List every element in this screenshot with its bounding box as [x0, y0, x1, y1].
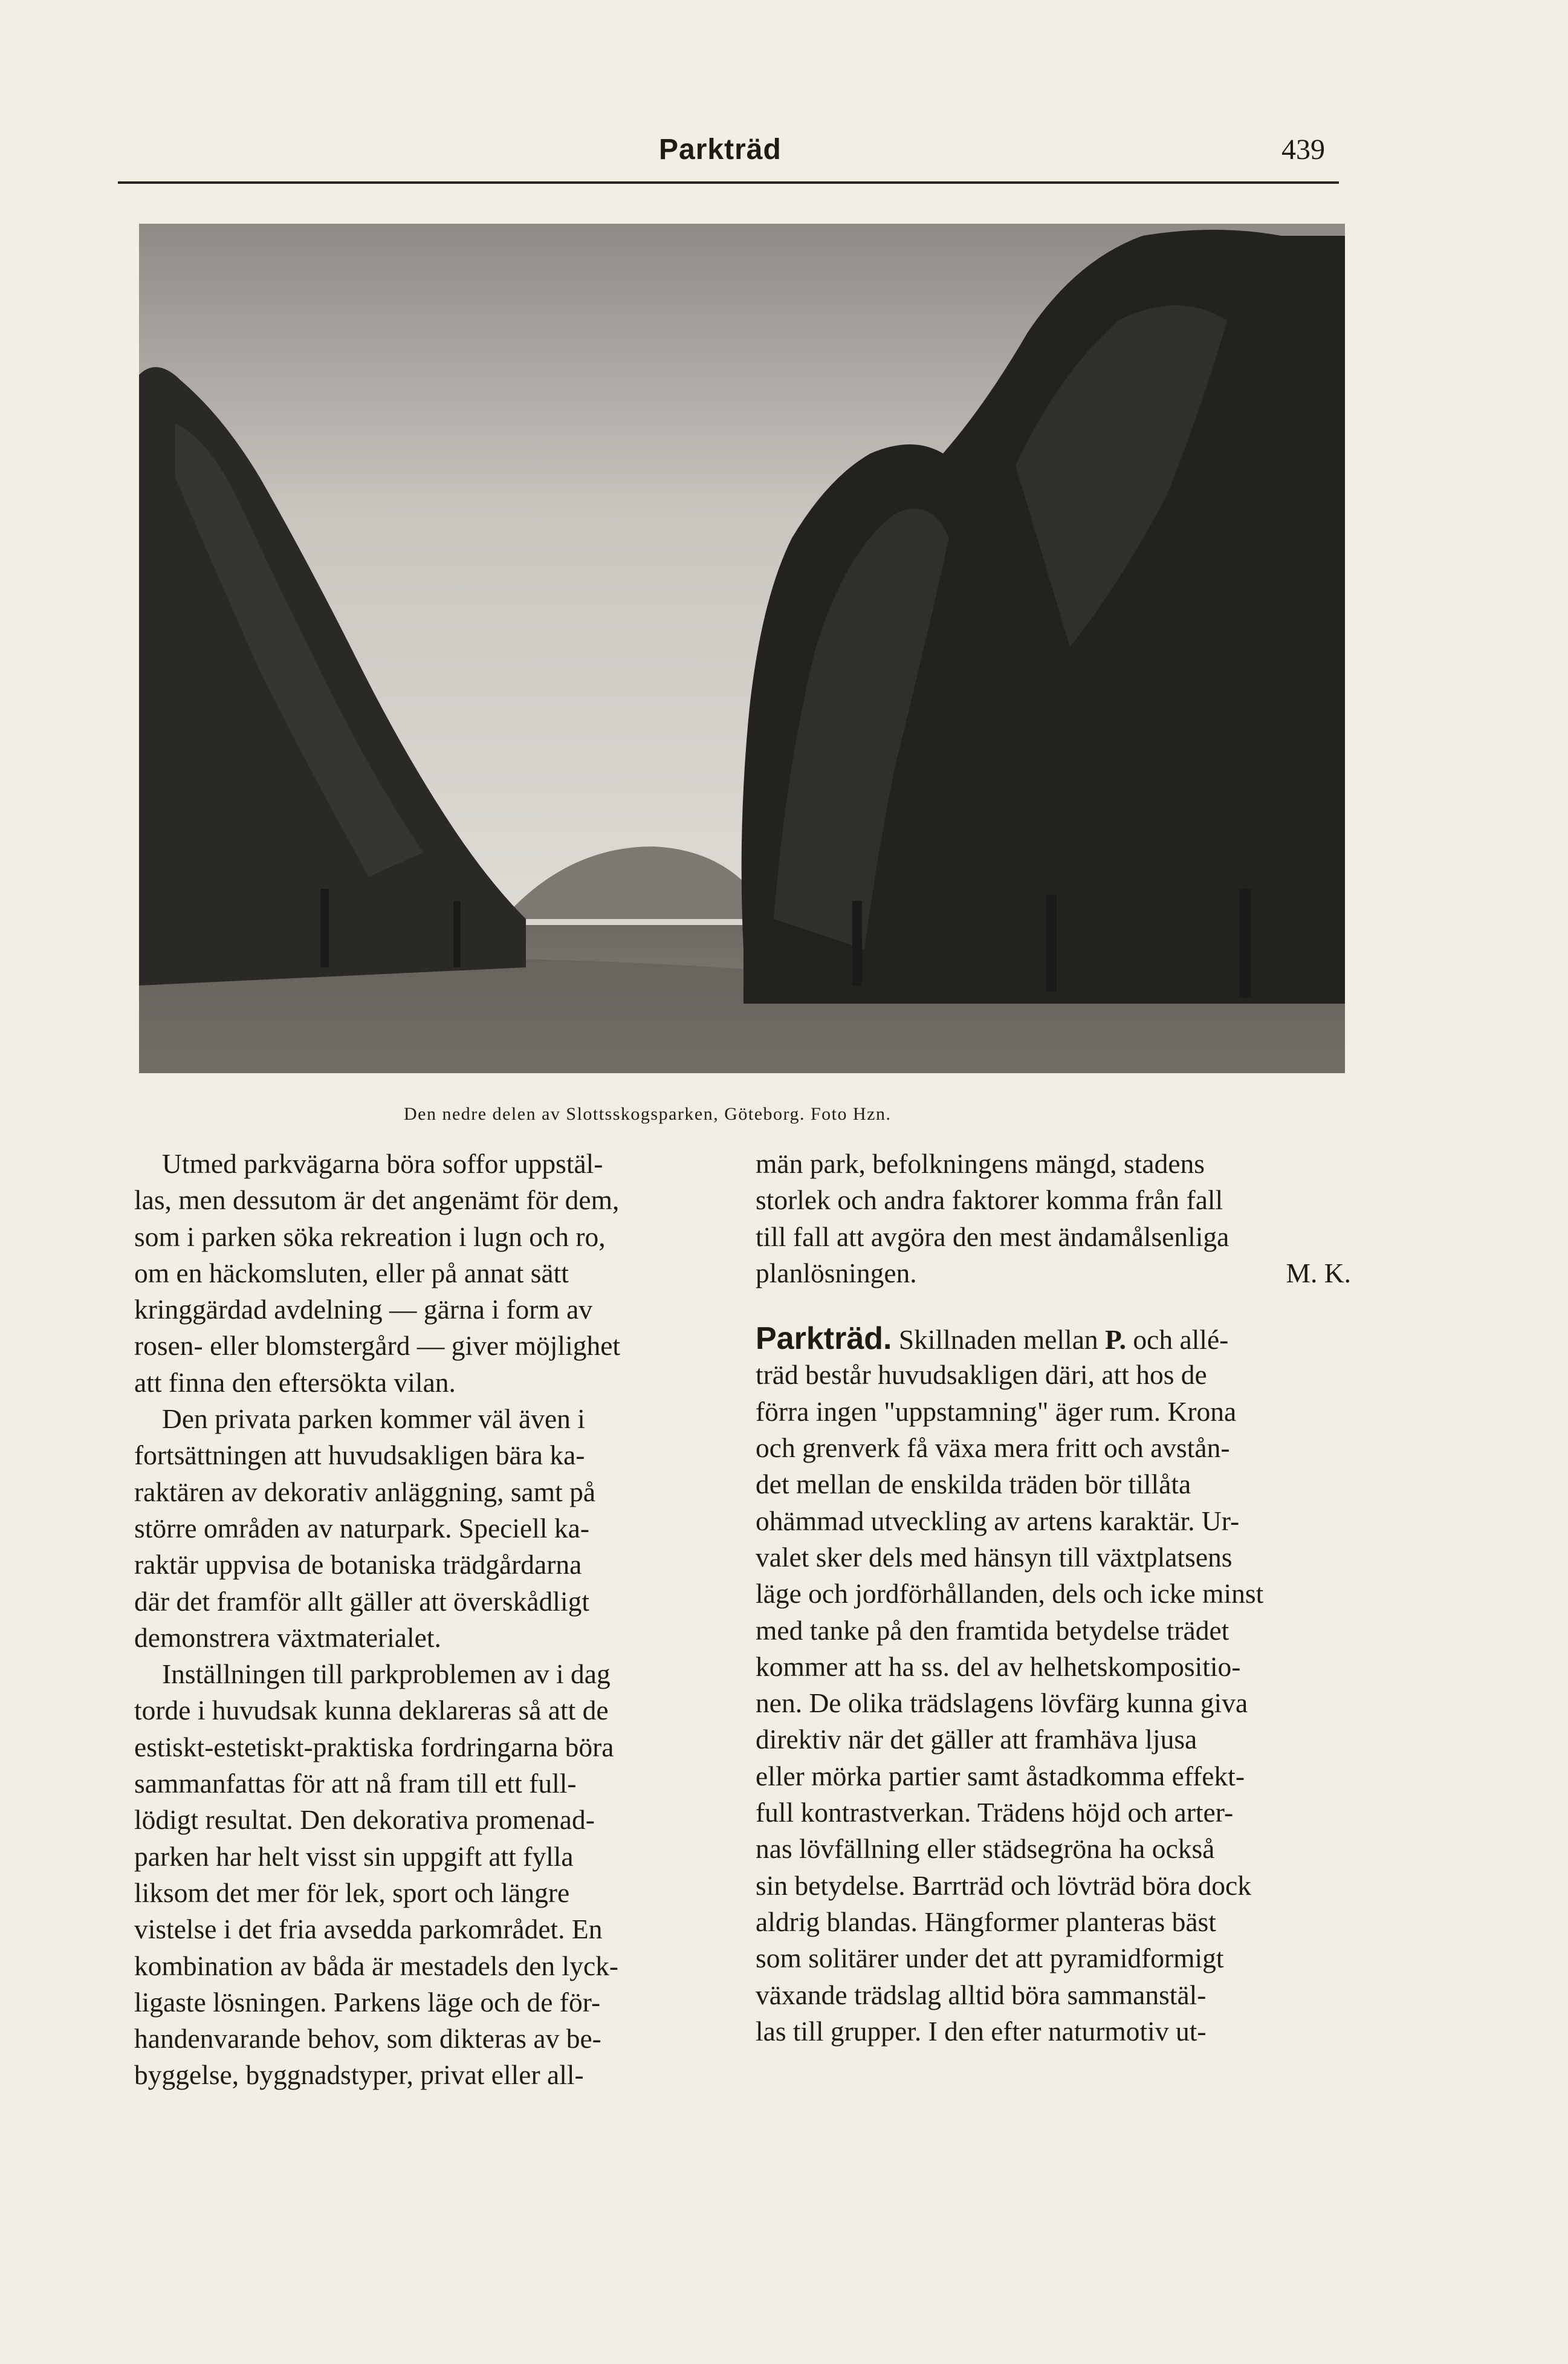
text-line: full kontrastverkan. Trädens höjd och arter-: [756, 1797, 1234, 1828]
text-line: det mellan de enskilda träden bör tillåta: [756, 1469, 1191, 1500]
left-column: [134, 1146, 711, 2094]
text-line: läge och jordförhållanden, dels och icke minst: [756, 1578, 1264, 1609]
text-line: raktär uppvisa de botaniska trädgårdarna: [134, 1549, 582, 1580]
park-photograph: [139, 224, 1345, 1073]
text-line: att finna den eftersökta vilan.: [134, 1366, 456, 1398]
text-line: och grenverk få växa mera fritt och avstån-: [756, 1432, 1230, 1464]
text-line: estiskt-estetiskt-praktiska fordringarna böra: [134, 1731, 614, 1762]
text-line: Inställningen till parkproblemen av i dag: [162, 1658, 611, 1690]
entry-headword: Parkträd.: [756, 1321, 892, 1357]
text-line: kombination av båda är mestadels den lyck-: [134, 1950, 619, 1981]
text-line: liksom det mer för lek, sport och längre: [134, 1877, 570, 1908]
page-number: 439: [1281, 134, 1325, 166]
closing-line: [756, 1255, 1351, 1291]
entry-first-line: [756, 1320, 1351, 1357]
author-signature: M. K.: [1286, 1257, 1351, 1288]
text-line: las till grupper. I den efter naturmotiv ut-: [756, 2015, 1207, 2047]
text-line: eller mörka partier samt åstadkomma effekt-: [756, 1760, 1245, 1791]
text-line: lödigt resultat. Den dekorativa promenad-: [134, 1804, 595, 1836]
text-line: direktiv när det gäller att framhäva ljusa: [756, 1724, 1197, 1755]
text-line: torde i huvudsak kunna deklareras så att de: [134, 1695, 609, 1726]
text-line: demonstrera växtmaterialet.: [134, 1622, 441, 1653]
text-line: ohämmad utveckling av artens karaktär. Ur-: [756, 1505, 1240, 1536]
right-column: [756, 1146, 1351, 2050]
photo-caption: Den nedre delen av Slottsskogsparken, Göteborg. Foto Hzn.: [404, 1104, 892, 1124]
text-line: till fall att avgöra den mest ändamålsenliga: [756, 1221, 1229, 1252]
text-line: aldrig blandas. Hängformer planteras bäst: [756, 1906, 1216, 1937]
text-line: parken har helt visst sin uppgift att fylla: [134, 1840, 574, 1872]
text-line: sin betydelse. Barrträd och lövträd böra dock: [756, 1869, 1251, 1901]
text-line: män park, befolkningens mängd, stadens: [756, 1148, 1205, 1179]
text-segment: och allé-: [1126, 1324, 1229, 1356]
running-header-title: Parkträd: [659, 134, 782, 166]
text-line: sammanfattas för att nå fram till ett full-: [134, 1768, 577, 1799]
text-line: där det framför allt gäller att överskådligt: [134, 1585, 589, 1617]
text-line: raktären av dekorativ anläggning, samt på: [134, 1476, 596, 1507]
text-line: valet sker dels med hänsyn till växtplatsens: [756, 1541, 1233, 1573]
text-line: kommer att ha ss. del av helhetskompositio-: [756, 1651, 1241, 1682]
text-line: kringgärdad avdelning — gärna i form av: [134, 1294, 593, 1325]
text-line: Den privata parken kommer väl även i: [162, 1403, 585, 1435]
text-line: förra ingen "uppstamning" äger rum. Krona: [756, 1395, 1237, 1427]
text-line: rosen- eller blomstergård — giver möjlighet: [134, 1330, 621, 1362]
text-segment: Skillnaden mellan: [892, 1324, 1106, 1356]
text-line: fortsättningen att huvudsakligen bära ka-: [134, 1440, 585, 1471]
text-line: som i parken söka rekreation i lugn och ro,: [134, 1221, 606, 1252]
photo-illustration: [139, 224, 1345, 1073]
text-line: om en häckomsluten, eller på annat sätt: [134, 1257, 569, 1288]
text-line: byggelse, byggnadstyper, privat eller all-: [134, 2059, 584, 2091]
text-line: vistelse i det fria avsedda parkområdet. En: [134, 1914, 603, 1945]
text-line: med tanke på den framtida betydelse trädet: [756, 1614, 1229, 1646]
text-line: planlösningen.: [756, 1257, 917, 1288]
text-line: nas lövfällning eller städsegröna ha också: [756, 1833, 1215, 1865]
text-line: som solitärer under det att pyramidformigt: [756, 1943, 1224, 1974]
text-line: större områden av naturpark. Speciell ka-: [134, 1512, 589, 1544]
text-line: ligaste lösningen. Parkens läge och de för-: [134, 1986, 601, 2018]
text-line: växande trädslag alltid böra sammanstäl-: [756, 1979, 1207, 2010]
text-line: storlek och andra faktorer komma från fall: [756, 1184, 1223, 1216]
text-line: las, men dessutom är det angenämt för dem,: [134, 1184, 620, 1216]
text-line: Utmed parkvägarna böra soffor uppstäl-: [162, 1148, 603, 1179]
entry-spacer: [756, 1291, 1351, 1320]
text-line: handenvarande behov, som dikteras av be-: [134, 2023, 601, 2054]
header-rule: [118, 181, 1339, 184]
text-line: nen. De olika trädslagens lövfärg kunna giva: [756, 1687, 1248, 1719]
text-line: träd består huvudsakligen däri, att hos de: [756, 1359, 1207, 1391]
abbreviation: P.: [1105, 1324, 1127, 1356]
